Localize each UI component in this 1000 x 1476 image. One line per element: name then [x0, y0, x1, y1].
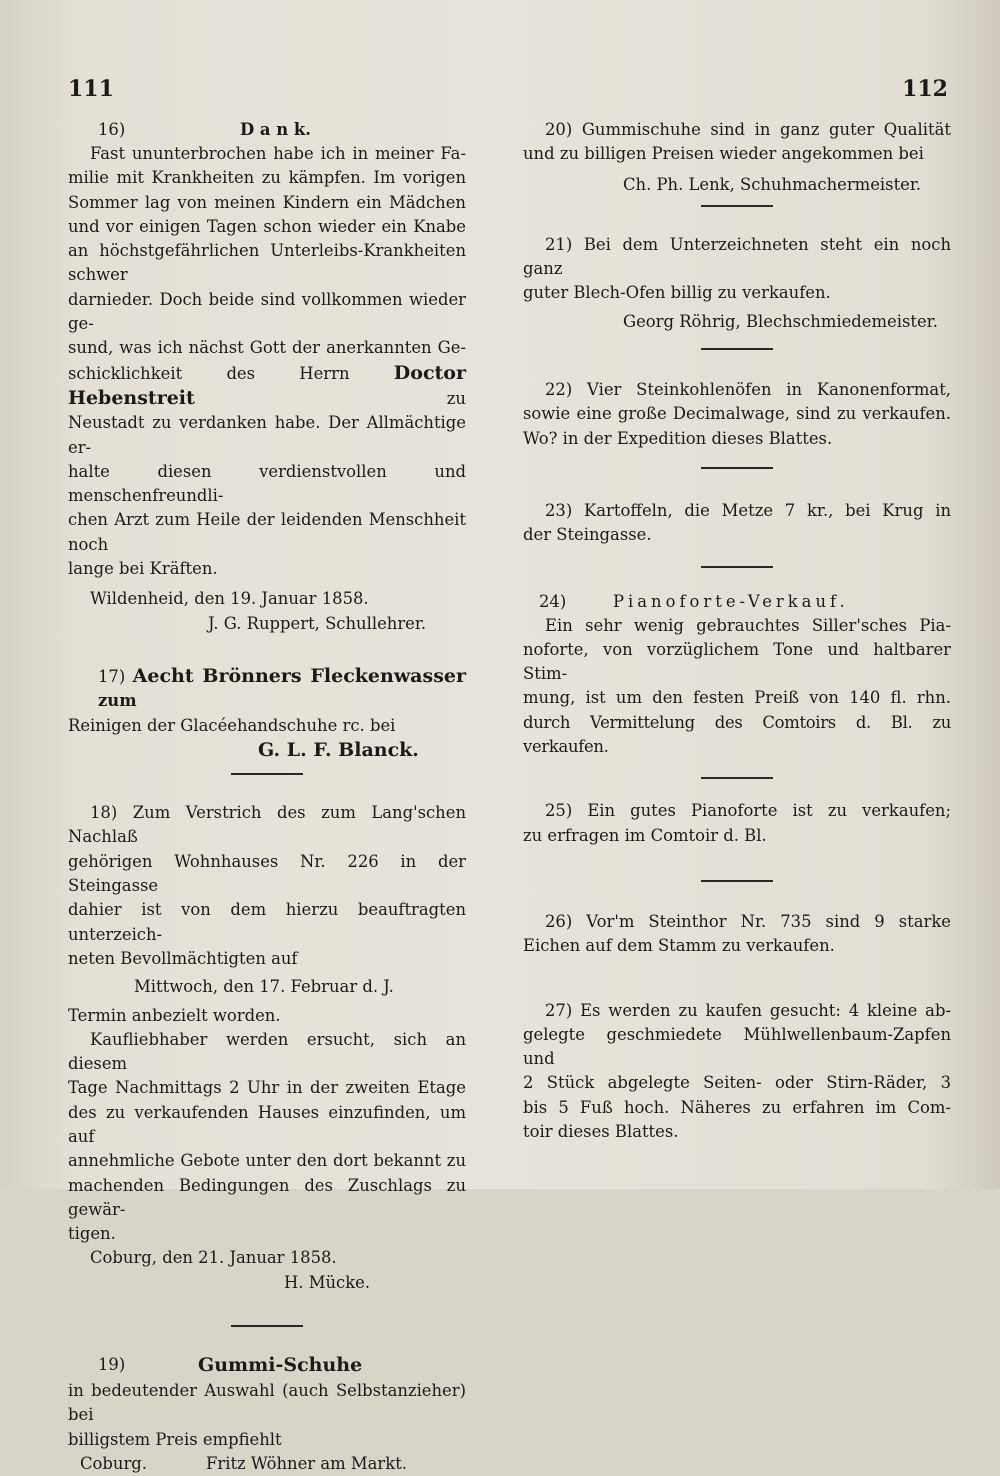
text-line: schicklichkeit des Herrn Doctor Hebenstreit zu: [68, 361, 466, 409]
text-line: chen Arzt zum Heile der leidenden Menschheit noch: [68, 510, 466, 554]
text-line: 26) Vor'm Steinthor Nr. 735 sind 9 starke: [545, 911, 951, 931]
text-line: sund, was ich nächst Gott der anerkannten Ge-: [68, 338, 466, 358]
text-line: der Steingasse.: [523, 525, 652, 545]
text-line: Ein sehr wenig gebrauchtes Siller'sches Pia-: [545, 615, 951, 635]
text-line: des zu verkaufenden Hauses einzufinden, um auf: [68, 1102, 466, 1146]
text-line: sowie eine große Decimalwage, sind zu verkaufen.: [523, 404, 951, 424]
text-line: zu erfragen im Comtoir d. Bl.: [523, 825, 767, 845]
signature: Ch. Ph. Lenk, Schuhmachermeister.: [623, 174, 922, 194]
text-line: toir dieses Blattes.: [523, 1122, 679, 1142]
signature: Georg Röhrig, Blechschmiedemeister.: [623, 311, 938, 331]
text-line: Wo? in der Expedition dieses Blattes.: [523, 428, 833, 448]
notice-25: [523, 799, 951, 848]
divider: [523, 880, 951, 882]
text-line: annehmliche Gebote unter den dort bekannt zu: [68, 1151, 466, 1171]
notice-24: [523, 590, 951, 760]
divider: [68, 773, 466, 775]
notice-heading: Pianoforte-Verkauf.: [613, 591, 849, 611]
auction-date: Mittwoch, den 17. Februar d. J.: [134, 977, 394, 997]
text-line: guter Blech-Ofen billig zu verkaufen.: [523, 283, 831, 303]
text-line: Kaufliebhaber werden ersucht, sich an diesem: [68, 1029, 466, 1074]
product-title: Gummi-Schuhe: [198, 1354, 363, 1377]
text-line: lange bei Kräften.: [68, 559, 218, 579]
divider: [523, 348, 951, 350]
text-line: Tage Nachmittags 2 Uhr in der zweiten Etage: [68, 1078, 466, 1098]
notice-number: 24): [539, 591, 567, 611]
doctor-name: Doctor Hebenstreit: [68, 361, 466, 409]
text-line: 20) Gummischuhe sind in ganz guter Qualität: [545, 120, 951, 139]
text-line: Reinigen der Glacéehandschuhe rc. bei: [68, 715, 396, 735]
right-column: [523, 118, 951, 1144]
text-line: gehörigen Wohnhauses Nr. 226 in der Steingasse: [68, 851, 466, 896]
text-line: an höchstgefährlichen Unterleibs-Krankheiten schwer: [68, 241, 466, 285]
text-line: mung, ist um den festen Preiß von 140 fl. rhn.: [523, 688, 951, 708]
text-line: dahier ist von dem hierzu beauftragten unterzeich-: [68, 900, 466, 944]
notice-20: [523, 118, 951, 197]
divider: [523, 777, 951, 779]
text-line: Fast ununterbrochen habe ich in meiner Fa-: [90, 144, 466, 163]
notice-number: 16): [98, 120, 126, 139]
notice-heading: D a n k.: [240, 120, 311, 139]
text-line: darnieder. Doch beide sind vollkommen wieder ge-: [68, 289, 466, 334]
divider: [523, 566, 951, 568]
notice-21: [523, 233, 951, 334]
notice-number: 17): [98, 666, 126, 686]
page-number-left: 111: [68, 76, 114, 102]
place: Coburg.: [80, 1453, 147, 1473]
text-line: 21) Bei dem Unterzeichneten steht ein noch ganz: [523, 234, 951, 279]
notice-22: [523, 378, 951, 451]
notice-26: [523, 910, 951, 959]
product-title: Aecht Brönners Fleckenwasser: [132, 664, 466, 687]
text-line: durch Vermittelung des Comtoirs d. Bl. zu verkaufen.: [523, 712, 951, 757]
place-date: Coburg, den 21. Januar 1858.: [90, 1248, 337, 1268]
notice-16: [68, 118, 466, 636]
text-line: Termin anbezielt worden.: [68, 1005, 281, 1025]
text-line: tigen.: [68, 1224, 116, 1244]
text-line: machenden Bedingungen des Zuschlags zu gewär-: [68, 1175, 466, 1219]
text-line: 22) Vier Steinkohlenöfen in Kanonenformat,: [545, 380, 951, 400]
text-line: 18) Zum Verstrich des zum Lang'schen Nachlaß: [68, 803, 466, 847]
notice-19: [68, 1353, 466, 1476]
text-line: Sommer lag von meinen Kindern ein Mädchen: [68, 192, 466, 212]
signature: Fritz Wöhner am Markt.: [206, 1453, 407, 1473]
text-line: 23) Kartoffeln, die Metze 7 kr., bei Krug in: [545, 500, 951, 520]
signature: J. G. Ruppert, Schullehrer.: [208, 613, 427, 633]
notice-23: [523, 499, 951, 548]
place-date: Wildenheid, den 19. Januar 1858.: [90, 589, 369, 609]
divider: [68, 1325, 466, 1327]
text-line: gelegte geschmiedete Mühlwellenbaum-Zapfen und: [523, 1024, 951, 1069]
text-line: Eichen auf dem Stamm zu verkaufen.: [523, 936, 835, 956]
text-line: halte diesen verdienstvollen und menschenfreundli-: [68, 461, 466, 506]
text-line: und vor einigen Tagen schon wieder ein Knabe: [68, 216, 466, 236]
text-line: neten Bevollmächtigten auf: [68, 948, 298, 968]
text-line: bis 5 Fuß hoch. Näheres zu erfahren im Com-: [523, 1097, 951, 1117]
notice-number: 19): [98, 1355, 126, 1375]
notice-18: [68, 801, 466, 1295]
page-number-right: 112: [902, 76, 948, 102]
left-column: [68, 118, 466, 1476]
text-line: billigstem Preis empfiehlt: [68, 1429, 282, 1449]
notice-27: [523, 999, 951, 1145]
text-line: Neustadt zu verdanken habe. Der Allmächtige er-: [68, 413, 466, 457]
notice-17: 17) Aecht Brönners Fleckenwasser zum Reinigen der Glacéehandschuhe rc. bei G. L. F. Blanck.: [68, 664, 466, 761]
divider: [523, 205, 951, 207]
firm-name: G. L. F. Blanck.: [258, 738, 419, 761]
text-line: in bedeutender Auswahl (auch Selbstanzieher) bei: [68, 1381, 466, 1425]
text-line: 2 Stück abgelegte Seiten- oder Stirn-Räder, 3: [523, 1073, 951, 1093]
text-line: milie mit Krankheiten zu kämpfen. Im vorigen: [68, 168, 466, 188]
divider: [523, 467, 951, 469]
signature: H. Mücke.: [284, 1272, 371, 1292]
text-line: 27) Es werden zu kaufen gesucht: 4 kleine ab-: [545, 1000, 951, 1020]
text-line: noforte, von vorzüglichem Tone und haltbarer Stim-: [523, 639, 951, 684]
text-line: und zu billigen Preisen wieder angekommen bei: [523, 144, 924, 164]
text-line: 25) Ein gutes Pianoforte ist zu verkaufen;: [545, 801, 951, 821]
